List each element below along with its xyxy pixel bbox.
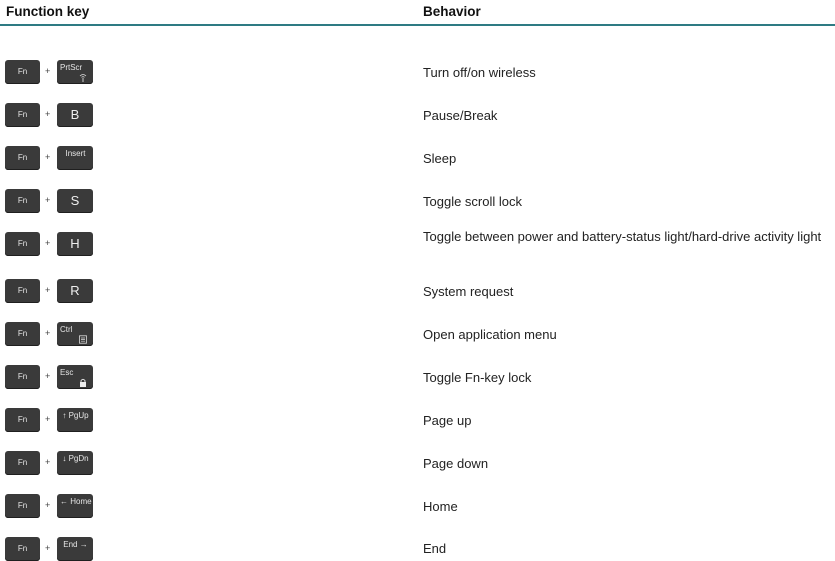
behavior-text: Sleep [423,151,457,166]
plus-sign: + [45,328,51,338]
combo-key [57,322,93,346]
combo-key-label: Ctrl [60,325,73,334]
plus-sign: + [45,238,51,248]
fn-key-label: Fn [17,329,28,338]
combo-key-label: H [70,236,80,251]
fn-key [5,103,40,127]
behavior-text: End [423,541,447,556]
header-function-key: Function key [6,4,90,19]
fn-key-label: Fn [17,501,28,510]
combo-key-label: Esc [60,368,74,377]
fn-key [5,189,40,213]
fn-key [5,322,40,346]
key-combination [5,494,105,518]
behavior-text: Pause/Break [423,108,498,123]
plus-sign: + [45,543,51,553]
fn-key [5,537,40,561]
menu-icon [78,335,88,344]
plus-sign: + [45,195,51,205]
fn-key-label: Fn [17,458,28,467]
plus-sign: + [45,285,51,295]
fn-key-label: Fn [17,239,28,248]
key-combination [5,451,105,475]
plus-sign: + [45,371,51,381]
fn-key-label: Fn [17,110,28,119]
fn-key-label: Fn [17,286,28,295]
behavior-text: Turn off/on wireless [423,65,536,80]
combo-key-label: B [70,107,80,122]
fn-key [5,146,40,170]
combo-key [57,279,93,303]
combo-key [57,451,93,475]
key-combination [5,408,105,432]
combo-key [57,365,93,389]
behavior-text: Toggle scroll lock [423,194,522,209]
combo-key [57,494,93,518]
behavior-text: Open application menu [423,327,557,342]
fn-key-label: Fn [17,67,28,76]
plus-sign: + [45,66,51,76]
fn-key-label: Fn [17,415,28,424]
fn-key-label: Fn [17,544,28,553]
header-behavior: Behavior [423,4,481,19]
key-combination [5,146,105,170]
lock-icon [78,378,88,387]
key-combination [5,103,105,127]
combo-key-label: End → [63,540,88,549]
behavior-text: Toggle Fn-key lock [423,370,532,385]
key-combination [5,189,105,213]
table-header [0,0,835,26]
key-combination [5,365,105,389]
behavior-text: Page down [423,456,489,471]
plus-sign: + [45,457,51,467]
fn-key-label: Fn [17,372,28,381]
key-combination [5,60,105,84]
combo-key [57,408,93,432]
key-combination [5,322,105,346]
fn-key-label: Fn [17,196,28,205]
combo-key-label: S [70,193,80,208]
plus-sign: + [45,152,51,162]
combo-key-label: Insert [65,149,86,158]
combo-key [57,189,93,213]
fn-key [5,279,40,303]
combo-key [57,537,93,561]
plus-sign: + [45,109,51,119]
behavior-text: Page up [423,413,472,428]
key-combination [5,537,105,561]
combo-key [57,146,93,170]
fn-key [5,408,40,432]
fn-key [5,365,40,389]
fn-key-label: Fn [17,153,28,162]
wireless-icon [78,73,88,82]
combo-key-label: PrtScr [60,63,83,72]
combo-key-label: ← Home [60,497,92,506]
fn-key [5,494,40,518]
plus-sign: + [45,414,51,424]
combo-key-label: ↓ PgDn [62,454,89,463]
behavior-text: Home [423,499,458,514]
combo-key [57,60,93,84]
plus-sign: + [45,500,51,510]
fn-key [5,60,40,84]
combo-key-label: ↑ PgUp [62,411,89,420]
behavior-text: System request [423,284,514,299]
behavior-text: Toggle between power and battery-status light/hard-drive activity light [423,229,822,244]
combo-key [57,103,93,127]
combo-key-label: R [70,283,80,298]
key-combination [5,279,105,303]
key-combination [5,232,105,256]
combo-key [57,232,93,256]
fn-key [5,451,40,475]
fn-key [5,232,40,256]
